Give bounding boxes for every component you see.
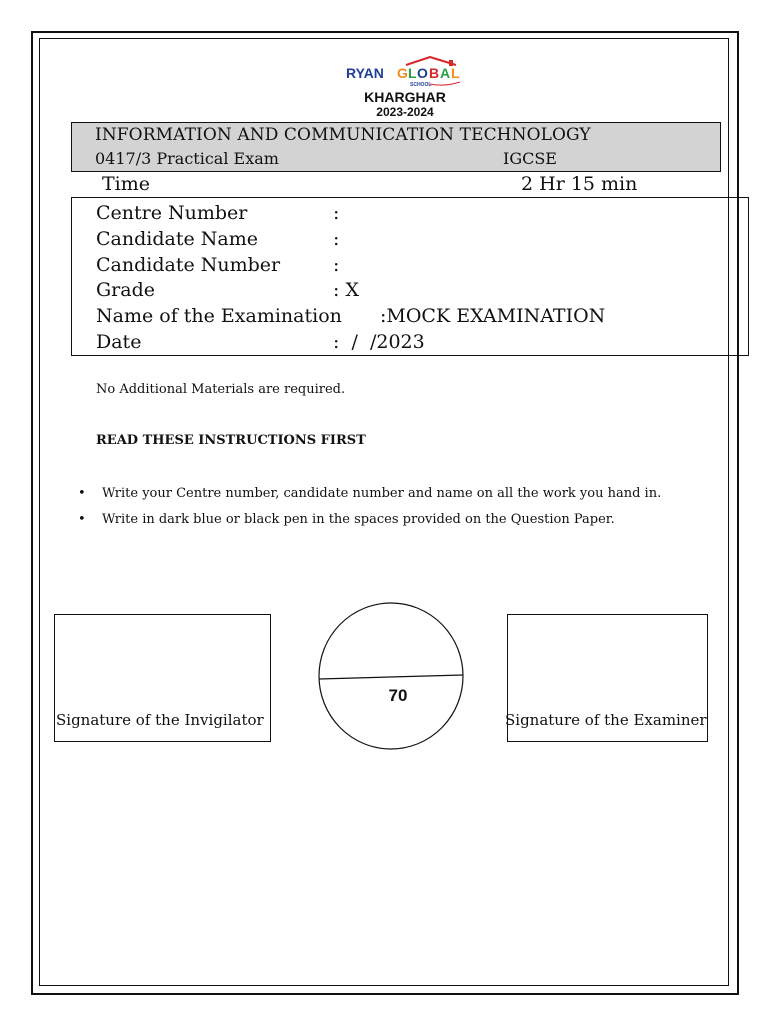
qualification-level: IGCSE xyxy=(503,149,557,168)
centre-number-colon: : xyxy=(333,202,340,224)
svg-text:G: G xyxy=(397,65,408,81)
grade-label: Grade xyxy=(96,279,155,301)
svg-text:L: L xyxy=(451,65,460,81)
time-label: Time xyxy=(102,173,151,195)
centre-number-label: Centre Number xyxy=(96,202,248,224)
instructions-heading: READ THESE INSTRUCTIONS FIRST xyxy=(96,433,366,448)
grade-value: : X xyxy=(333,279,359,301)
bullet-icon: • xyxy=(78,486,86,501)
svg-text:L: L xyxy=(408,65,417,81)
instruction-item: Write in dark blue or black pen in the spaces provided on the Question Paper. xyxy=(102,512,615,527)
paper-code: 0417/3 Practical Exam xyxy=(95,149,279,168)
invigilator-signature-label: Signature of the Invigilator xyxy=(56,711,264,729)
candidate-number-label: Candidate Number xyxy=(96,254,281,276)
date-value: : / /2023 xyxy=(333,331,425,353)
svg-text:RYAN: RYAN xyxy=(346,65,384,81)
exam-name-label: Name of the Examination xyxy=(96,305,342,327)
academic-session: 2023-2024 xyxy=(376,105,434,119)
svg-text:B: B xyxy=(429,65,440,81)
date-label: Date xyxy=(96,331,142,353)
candidate-name-colon: : xyxy=(333,228,340,250)
total-marks-value: 70 xyxy=(388,686,408,705)
school-logo xyxy=(344,56,466,90)
examiner-signature-label: Signature of the Examiner xyxy=(505,711,707,729)
instruction-item: Write your Centre number, candidate number and name on all the work you hand in. xyxy=(102,486,662,501)
campus-name: KHARGHAR xyxy=(364,89,446,105)
bullet-icon: • xyxy=(78,512,86,527)
time-value: 2 Hr 15 min xyxy=(521,173,638,195)
candidate-number-colon: : xyxy=(333,254,340,276)
candidate-name-label: Candidate Name xyxy=(96,228,258,250)
svg-text:A: A xyxy=(440,65,451,81)
materials-note: No Additional Materials are required. xyxy=(96,382,346,397)
svg-text:SCHOOL: SCHOOL xyxy=(410,82,432,88)
subject-title: INFORMATION AND COMMUNICATION TECHNOLOGY xyxy=(95,125,591,145)
svg-text:O: O xyxy=(417,65,428,81)
exam-name-value: :MOCK EXAMINATION xyxy=(380,305,606,327)
total-marks-circle xyxy=(318,602,464,750)
